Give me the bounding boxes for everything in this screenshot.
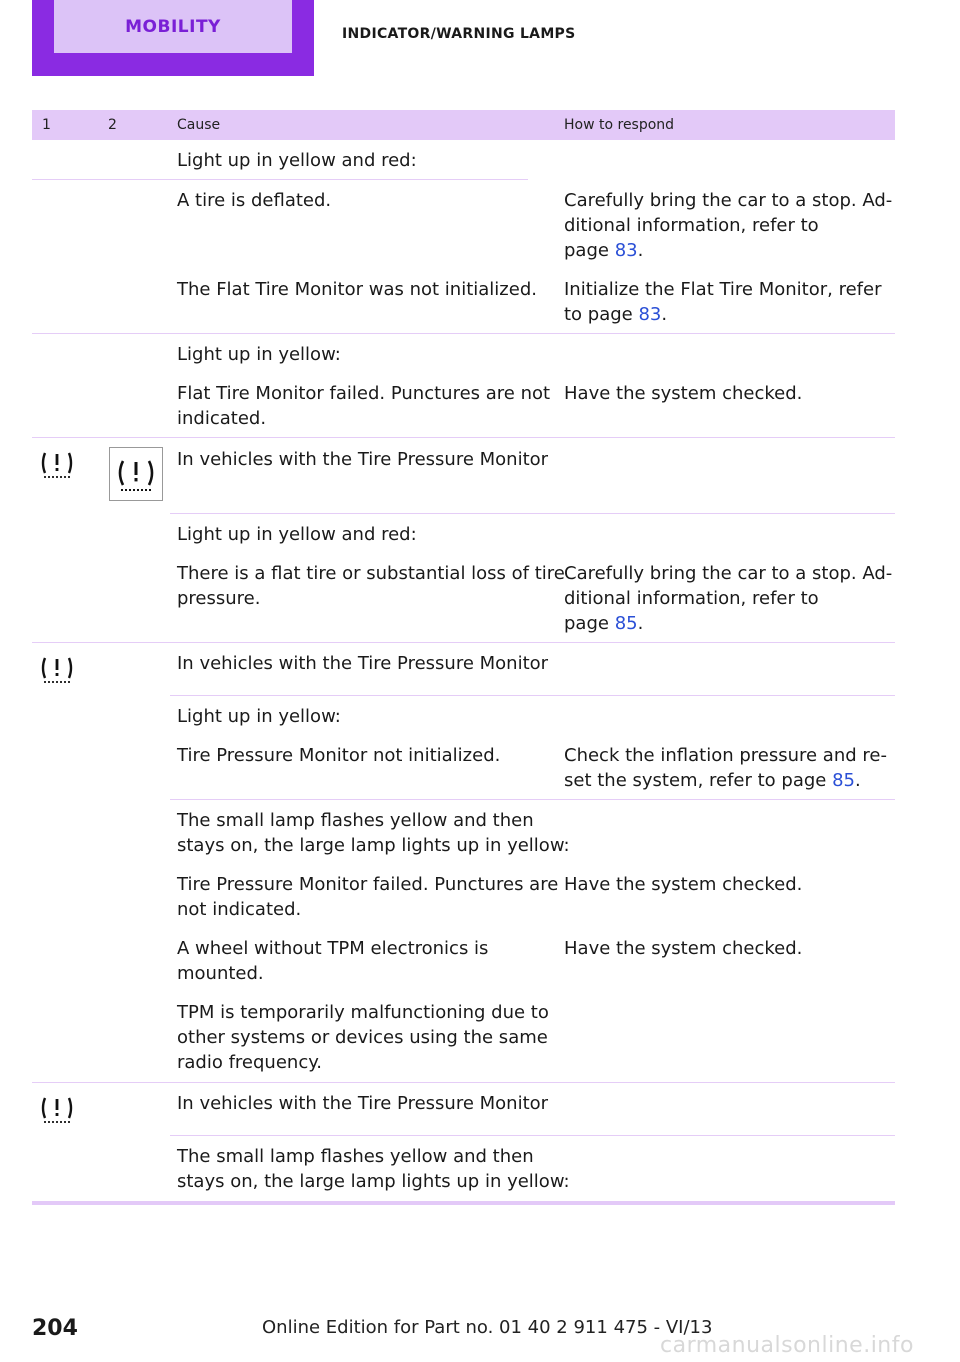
cause-line: Flat Tire Monitor failed. Punctures are not	[177, 383, 551, 404]
row-divider	[32, 437, 895, 438]
response-text	[564, 743, 887, 793]
cause-text	[177, 561, 565, 611]
cause-line: The small lamp flashes yellow and then	[177, 1146, 534, 1167]
column-header-how-to-respond: How to respond	[564, 117, 675, 133]
row-divider	[32, 333, 895, 334]
response-line-prefix: page	[564, 240, 615, 261]
cause-line: mounted.	[177, 963, 264, 984]
cause-text: Light up in yellow:	[177, 344, 341, 365]
response-line: page 85.	[564, 613, 644, 634]
cause-text	[177, 1144, 570, 1194]
watermark: carmanualsonline.info	[660, 1333, 914, 1358]
response-line: ditional information, refer to	[564, 588, 819, 609]
indicator-table	[32, 110, 895, 140]
tire-pressure-warning-icon	[40, 655, 74, 685]
row-divider	[32, 642, 895, 643]
page-number: 204	[32, 1316, 78, 1341]
section-title: INDICATOR/WARNING LAMPS	[342, 26, 576, 42]
response-line: to page 83.	[564, 304, 668, 325]
cause-text: Light up in yellow and red:	[177, 150, 417, 171]
tire-pressure-warning-icon	[40, 1095, 74, 1125]
cause-text	[177, 808, 570, 858]
chapter-tab	[32, 0, 314, 76]
row-divider	[170, 695, 895, 696]
cause-text: Light up in yellow and red:	[177, 524, 417, 545]
cause-line: TPM is temporarily malfunctioning due to	[177, 1002, 549, 1023]
response-line: set the system, refer to page 85.	[564, 770, 861, 791]
cause-line: A wheel without TPM electronics is	[177, 938, 489, 959]
response-line: Initialize the Flat Tire Monitor, refer	[564, 279, 882, 300]
response-text	[564, 561, 892, 636]
cause-line: stays on, the large lamp lights up in yellow:	[177, 835, 570, 856]
cause-text	[177, 381, 550, 431]
column-header-2: 2	[108, 117, 117, 133]
cause-line: not indicated.	[177, 899, 302, 920]
response-line: page 83.	[564, 240, 644, 261]
cause-text	[177, 1000, 549, 1075]
response-text: Have the system checked.	[564, 383, 803, 404]
page-link[interactable]: 85	[614, 613, 638, 634]
edition-footer: Online Edition for Part no. 01 40 2 911 475 - VI/13	[262, 1317, 713, 1338]
response-line: Carefully bring the car to a stop. Ad‐	[564, 563, 893, 584]
row-divider	[32, 1082, 895, 1083]
cause-text: In vehicles with the Tire Pressure Monitor	[177, 449, 549, 470]
response-line-prefix: to page	[564, 304, 639, 325]
page-link[interactable]: 85	[832, 770, 855, 791]
cause-text: In vehicles with the Tire Pressure Monitor	[177, 1093, 549, 1114]
cause-line: stays on, the large lamp lights up in yellow:	[177, 1171, 570, 1192]
response-line-prefix: page	[564, 613, 615, 634]
response-line: Carefully bring the car to a stop. Ad‐	[564, 190, 893, 211]
column-header-cause: Cause	[177, 117, 221, 133]
response-text: Have the system checked.	[564, 874, 803, 895]
row-divider	[170, 799, 895, 800]
table-bottom-border	[32, 1201, 895, 1205]
table-header	[32, 110, 895, 140]
chapter-tab-label: MOBILITY	[54, 0, 292, 53]
response-line: ditional information, refer to	[564, 215, 819, 236]
cause-line: There is a flat tire or substantial loss of tire	[177, 563, 565, 584]
cause-line: The small lamp flashes yellow and then	[177, 810, 534, 831]
cause-line: other systems or devices using the same	[177, 1027, 548, 1048]
response-line-prefix: set the system, refer to page	[564, 770, 833, 791]
cause-line: Tire Pressure Monitor failed. Punctures are	[177, 874, 559, 895]
page-link[interactable]: 83	[638, 304, 662, 325]
response-text	[564, 188, 892, 263]
cause-text: A tire is deflated.	[177, 190, 332, 211]
cause-line: indicated.	[177, 408, 267, 429]
cause-text	[177, 872, 558, 922]
row-divider	[170, 513, 895, 514]
tire-pressure-lamp-large	[109, 447, 163, 501]
column-header-1: 1	[42, 117, 51, 133]
cause-text	[177, 936, 488, 986]
cause-line: radio frequency.	[177, 1052, 323, 1073]
cause-text: In vehicles with the Tire Pressure Monitor	[177, 653, 549, 674]
row-divider	[32, 179, 528, 180]
tire-pressure-warning-icon	[110, 448, 162, 500]
cause-text: The Flat Tire Monitor was not initialized.	[177, 279, 537, 300]
page-link[interactable]: 83	[614, 240, 638, 261]
cause-text: Tire Pressure Monitor not initialized.	[177, 745, 501, 766]
cause-text: Light up in yellow:	[177, 706, 341, 727]
cause-line: pressure.	[177, 588, 261, 609]
response-line: Check the inflation pressure and re‐	[564, 745, 887, 766]
response-text	[564, 277, 881, 327]
response-text: Have the system checked.	[564, 938, 803, 959]
tire-pressure-warning-icon	[40, 450, 74, 480]
row-divider	[170, 1135, 895, 1136]
